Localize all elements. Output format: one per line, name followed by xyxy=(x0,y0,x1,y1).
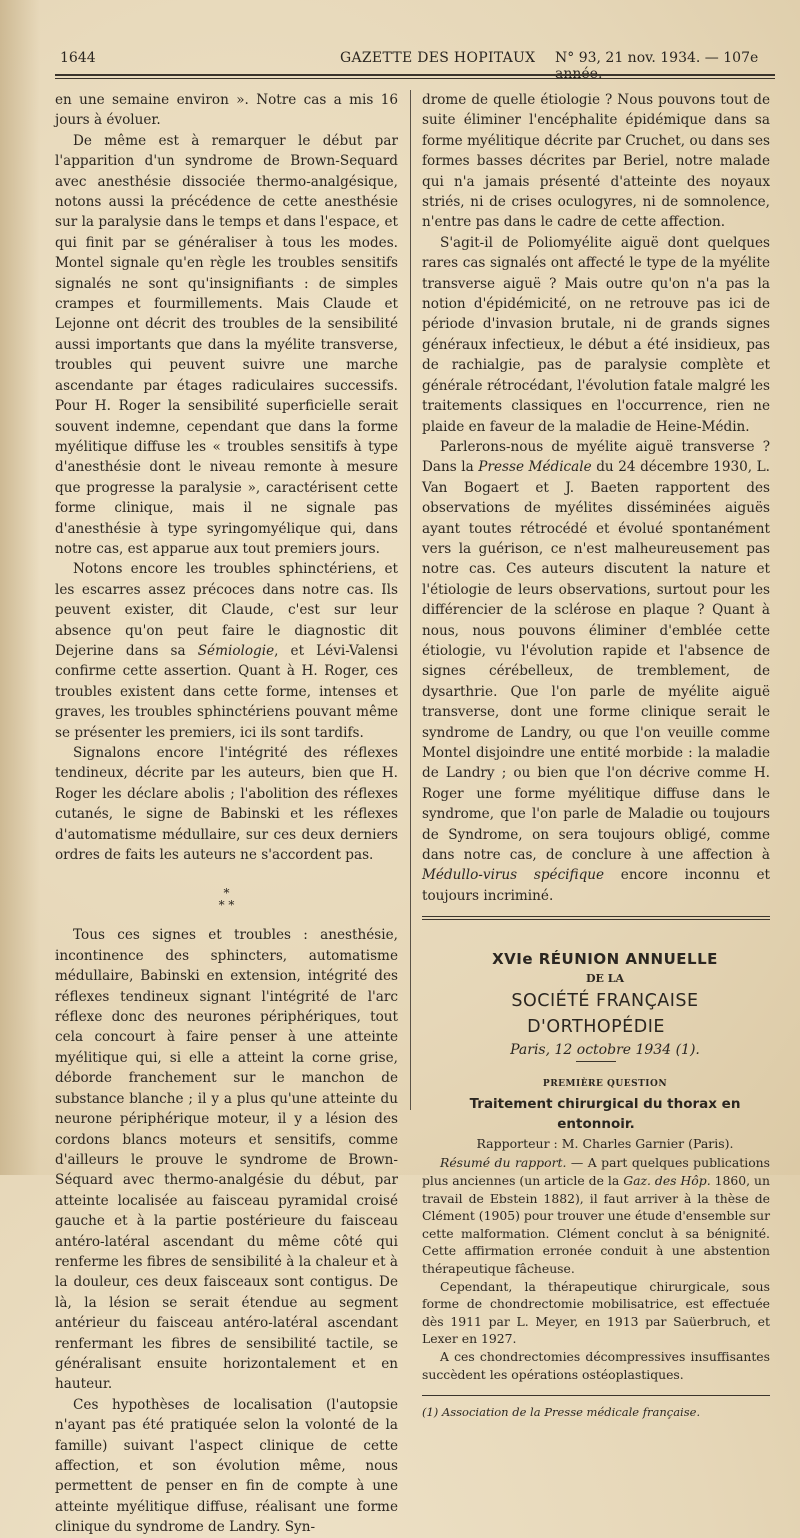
meeting-date: Paris, 12 octobre 1934 (1). xyxy=(510,1042,700,1059)
paragraph: Cependant, la thérapeutique chirurgicale, sous forme de chondrectomie mobilisatrice, est effectuée dès 1911 par L. Meyer, en 1913 par Saüerbruch, et Lexer en 1927. xyxy=(422,1278,770,1347)
paragraph: Tous ces signes et troubles : anesthésie, incontinence des sphincters, automatisme médullaire, Babinski en extension, intégrité des réflexes tendineux signant l'intégrité de l'arc réflexe donc des neurones périphériques, tout cela concourt à faire penser à une atteinte myélitique qui, si elle a atteint la corne grise, déborde franchement sur le manchon de substance blanche ; il y a plus qu'une atteinte du neurone périphérique moteur, il y a lésion des cordons blancs moteurs et sensitifs, comme d'ailleurs le prouve le syndrome de Brown-Séquard avec thermo-analgésie du début, par atteinte localisée au faisceau pyramidal croisé gauche et à la partie postérieure du faisceau antéro-latéral ascendant du même côté qui renferme les fibres de sensibilité à la chaleur et à la douleur, ces deux faisceaux sont contigus. De là, la lésion se serait étendue au segment antérieur du faisceau antéro-latéral ascendant renfermant les fibres de sensibilité tactile, se généralisant ensuite horizontalement et en hauteur. xyxy=(55,927,398,1393)
short-rule xyxy=(576,1061,616,1062)
paragraph: De même est à remarquer le début par l'apparition d'un syndrome de Brown-Sequard avec anesthésie dissociée thermo-analgésique, notons aussi la précédence de cette anesthésie sur la paralysie dans le temps et dans l'espace, et qui finit par se généraliser à tous les modes. Montel signale qu'en règle les troubles sensitifs signalés ne sont qu'insignifiants : de simples crampes et fourmillements. Mais Claude et Lejonne ont décrit des troubles de la sensibilité aussi importants que dans la myélite transverse, troubles qui peuvent suivre une marche ascendante par étages radiculaires successifs. Pour H. Roger la sensibilité superficielle serait souvent indemne, cependant que dans la forme myélitique diffuse les « troubles sensitifs à type d'anesthésie dont le niveau remonte à mesure que progresse la paralysie », caractérisent cette forme clinique, mais il ne signale pas d'anesthésie à type syringomyélique qui, dans notre cas, est apparue aux tout premiers jours. xyxy=(55,132,398,557)
paragraph: S'agit-il de Poliomyélite aiguë dont quelques rares cas signalés ont affecté le type de la myélite transverse aiguë ? Mais outre qu'on n'a pas la notion d'épidémicité, on ne retrouve pas ici de période d'invasion brutale, ni de grands signes généraux infectieux, le début a été insidieux, pas de rachialgie, pas de paralysie complète et générale rétrocédant, l'évolution fatale malgré les traitements classiques en l'occurrence, rien ne plaide en faveur de la maladie de Heine-Médin. xyxy=(422,234,770,435)
paragraph: Ces hypothèses de localisation (l'autopsie n'ayant pas été pratiquée selon la volonté de la famille) suivant l'aspect clinique de cette affection, et son évolution même, nous permettent de penser en fin de compte à une atteinte myélitique diffuse, réalisant une forme clinique du syndrome de Landry. Syn- xyxy=(55,1396,398,1536)
paragraph: en une semaine environ ». Notre cas a mis 16 jours à évoluer. xyxy=(55,92,398,129)
right-column xyxy=(422,90,770,1423)
journal-title: GAZETTE DES HOPITAUX xyxy=(340,50,536,66)
footnote: (1) Association de la Presse médicale française. xyxy=(422,1405,701,1420)
running-header xyxy=(55,50,770,82)
article-title: Traitement chirurgical du thorax en entonnoir. xyxy=(469,1096,741,1133)
header-rule xyxy=(55,74,775,76)
meeting-heading: XVIe RÉUNION ANNUELLE xyxy=(492,950,718,969)
rapporteur: Rapporteur : M. Charles Garnier (Paris). xyxy=(476,1136,734,1152)
paragraph: Notons encore les troubles sphinctériens, et les escarres assez précoces dans notre cas. Ils peuvent exister, dit Claude, c'est sur leur absence qu'on peut faire le diagnostic dit Dejerine dans sa Sémiologie, et Lévi-Valensi confirme cette assertion. Quant à H. Roger, ces troubles existent dans cette forme, intenses et graves, les troubles sphinctériens pouvant même se présenter les premiers, ici ils sont tardifs. xyxy=(55,561,398,741)
page-fold-shadow xyxy=(0,0,40,1175)
meeting-connector: DE LA xyxy=(585,972,625,986)
page-number: 1644 xyxy=(60,50,96,66)
paragraph: drome de quelle étiologie ? Nous pouvons tout de suite éliminer l'encéphalite épidémique dans sa forme myélitique décrite par Cruchet, ou dans ses formes basses décrites par Beriel, notre malade qui n'a jamais présenté d'atteinte des noyaux striés, ni de crises oculogyres, ni de somnolence, n'entre pas dans le cadre de cette affection. xyxy=(422,92,770,231)
left-column xyxy=(55,90,398,1538)
section-asterisks: * * * xyxy=(218,886,235,913)
paragraph: Signalons encore l'intégrité des réflexes tendineux, décrite par les auteurs, bien que H. Roger les déclare abolis ; l'abolition des réflexes cutanés, le signe de Babinski et les réflexes d'automatisme médullaire, sur ces deux derniers ordres de faits les auteurs ne s'accordent pas. xyxy=(55,745,398,864)
section-rule xyxy=(422,916,770,917)
paragraph: A ces chondrectomies décompressives insuffisantes succèdent les opérations ostéoplastiques. xyxy=(422,1349,770,1382)
paragraph: Parlerons-nous de myélite aiguë transverse ? Dans la Presse Médicale du 24 décembre 1930, L. Van Bogaert et J. Baeten rapportent des observations de myélites disséminées aiguës ayant toutes rétrocédé et évolué spontanément vers la guérison, ce n'est malheureusement pas notre cas. Ces auteurs discutent la nature et l'étiologie de leurs observations, surtout pour les différencier de la sclérose en plaque ? Quant à nous, nous pouvons éliminer d'emblée cette étiologie, vu l'évolution rapide et l'absence de signes cérébelleux, de tremblement, de dysarthrie. Que l'on parle de myélite aiguë transverse, dont une forme clinique serait le syndrome de Landry, ou que l'on veuille comme Montel disjoindre une entité morbide : la maladie de Landry ; ou bien que l'on décrive comme H. Roger une forme myélitique diffuse dans le syndrome, que l'on parle de Maladie ou toujours de Syndrome, on sera toujours obligé, comme dans notre cas, de conclure à une affection à Médullo-virus spécifique encore inconnu et toujours incriminé. xyxy=(422,438,770,904)
header-rule-thin xyxy=(55,78,775,79)
section-rule-thin xyxy=(422,919,770,920)
footnote-rule xyxy=(422,1395,770,1396)
paragraph: Résumé du rapport. — A part quelques publications plus anciennes (un article de la Gaz. des Hôp. 1860, un travail de Ebstein 1882), il faut arriver à la thèse de Clément (1905) pour trouver une étude d'ensemble sur cette malformation. Clément conclut à sa bénignité. Cette affirmation erronée conduit à une abstention thérapeutique fâcheuse. xyxy=(422,1155,771,1277)
issue-info: N° 93, 21 nov. 1934. — 107e année. xyxy=(555,50,759,82)
society-name: SOCIÉTÉ FRANÇAISE D'ORTHOPÉDIE xyxy=(511,991,699,1038)
question-label: PREMIÈRE QUESTION xyxy=(542,1078,668,1089)
column-divider xyxy=(410,90,411,1110)
